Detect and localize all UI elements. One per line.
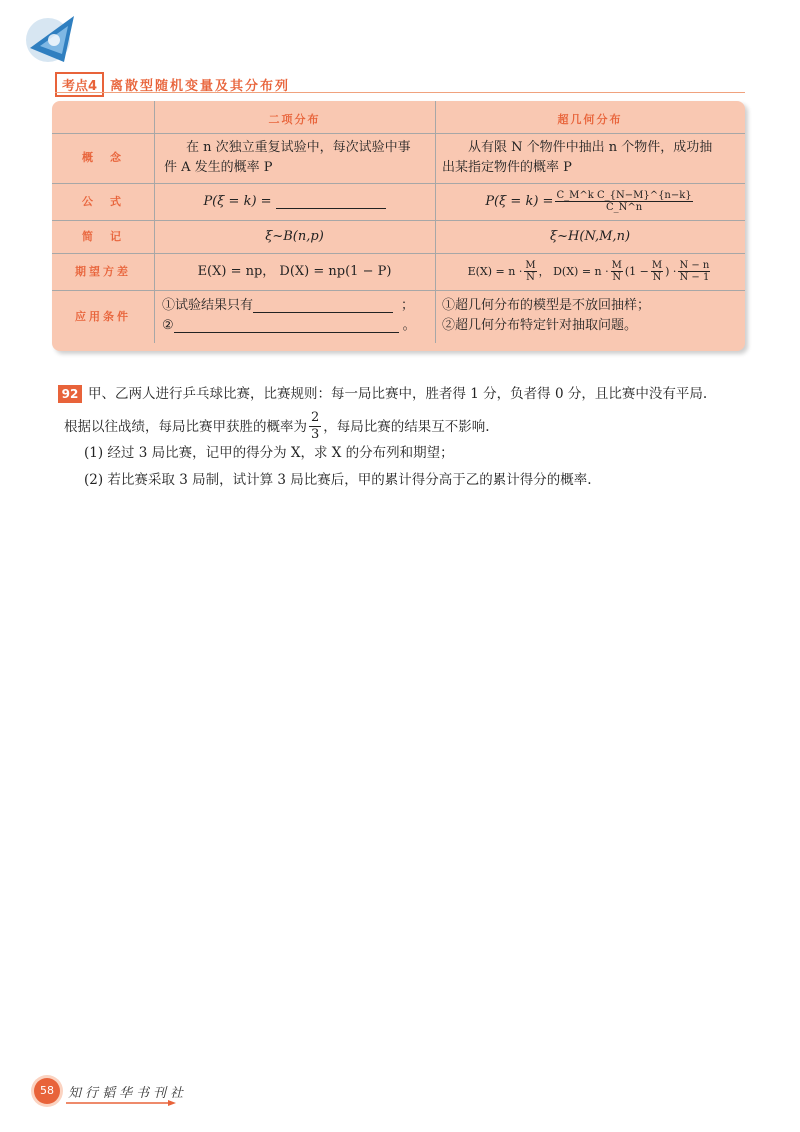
- notation-hypergeometric: ξ~H(N,M,n): [549, 228, 631, 244]
- formula-binomial: P(ξ = k) =: [154, 183, 435, 220]
- publisher-logo: [24, 10, 84, 66]
- fill-blank: [174, 318, 399, 333]
- row-label-concept: 概 念: [82, 151, 124, 164]
- conditions-hypergeometric: ①超几何分布的模型是不放回抽样； ②超几何分布特定针对抽取问题。: [442, 298, 651, 333]
- row-label-notation: 简 记: [82, 229, 124, 243]
- row-label-expectation: 期望方差: [75, 264, 131, 278]
- condition-1: ①试验结果只有 ；: [162, 298, 415, 313]
- notation-binomial: ξ~B(n,p): [265, 228, 324, 244]
- topic-badge: 考点4: [55, 72, 104, 97]
- question-line-2: 根据以往战绩，每局比赛甲获胜的概率为 $\frac{2}{3}$ ，每局比赛的结果互不影响.: [64, 410, 490, 442]
- question-number: 92: [58, 385, 82, 403]
- question-line-1: 甲、乙两人进行乒乓球比赛，比赛规则：每一局比赛中，胜者得 1 分，负者得 0 分，且比赛中没有平局.: [88, 386, 708, 402]
- probability-fraction: $\frac{2}{3}$: [311, 410, 320, 442]
- header-divider: [55, 92, 745, 93]
- page-number: 58: [34, 1078, 60, 1104]
- sub-question-1: (1) 经过 3 局比赛，记甲的得分为 X，求 X 的分布列和期望；: [84, 445, 454, 461]
- footer-arrow-icon: [66, 1100, 176, 1106]
- row-label-conditions: 应用条件: [75, 309, 131, 323]
- expectation-hypergeometric: E(X) = n · $\frac{M}{N}$ ， D(X) = n · $\frac{M}{N}$ (1 − $\frac{M}{N}$ ) · $\frac{N - n}{N - 1}$: [467, 260, 710, 283]
- conditions-binomial: [162, 292, 432, 340]
- fill-blank: [253, 298, 393, 313]
- row-label-formula: 公 式: [82, 194, 124, 208]
- col-header-hypergeometric: 超几何分布: [557, 113, 623, 126]
- concept-binomial: 在 n 次独立重复试验中，每次试验中事 件 A 发生的概率 P: [164, 140, 411, 175]
- concept-hypergeometric: 从有限 N 个物件中抽出 n 个物件，成功抽 出某指定物件的概率 P: [442, 140, 713, 175]
- distribution-table: [52, 101, 745, 351]
- footer-publisher: 知行韬华书刊社: [68, 1086, 188, 1101]
- sub-question-2: (2) 若比赛采取 3 局制，试计算 3 局比赛后，甲的累计得分高于乙的累计得分的概率.: [84, 472, 592, 488]
- topic-title: 离散型随机变量及其分布列: [110, 79, 291, 94]
- fill-blank: [276, 194, 386, 209]
- formula-hypergeometric: P(ξ = k) = $\frac{\text{C\_M\textasciicircum{}k C\_\{N−M\}\textasciicircum{}\{n−k\}}}{C\_N\^{}n}$: [485, 190, 692, 213]
- section-header: [55, 72, 290, 97]
- hyper-fraction: $\frac{\text{C\_M\textasciicircum{}k C\_\{N−M\}\textasciicircum{}\{n−k\}}}{C\_N\^{}n}$: [556, 190, 692, 213]
- condition-2: ② 。: [162, 318, 416, 333]
- expectation-binomial: E(X) = np， D(X) = np(1 − P): [197, 263, 392, 279]
- col-header-binomial: 二项分布: [268, 113, 321, 126]
